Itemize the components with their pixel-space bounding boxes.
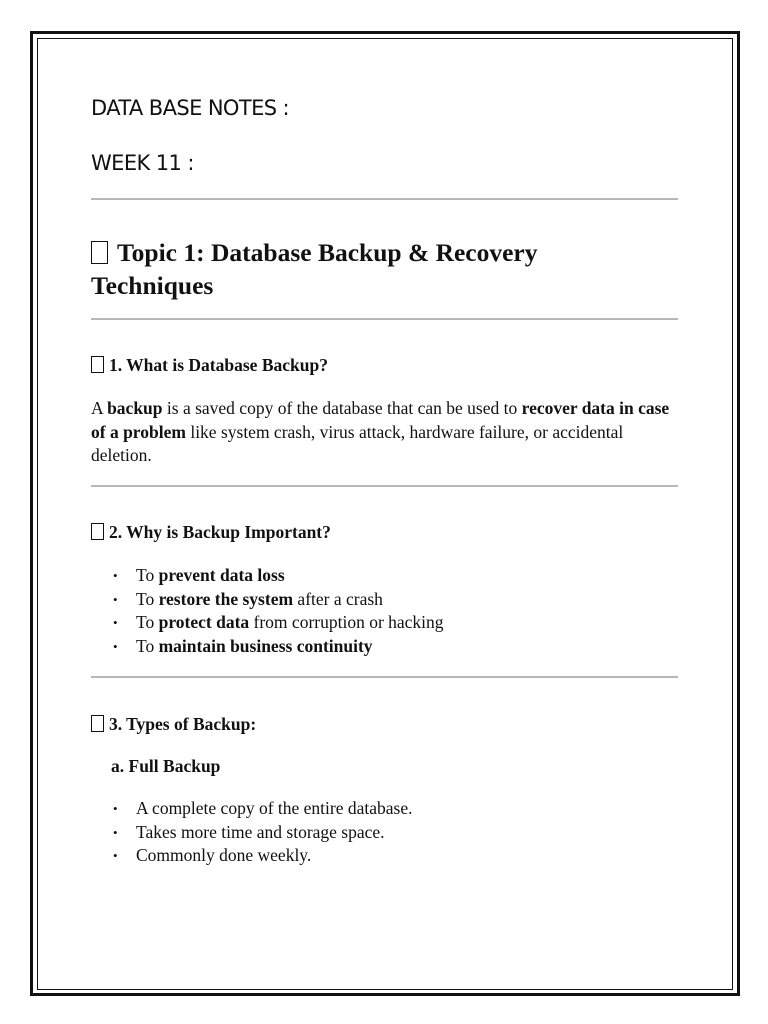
section-heading-what-is-backup [91,355,328,376]
importance-list [91,564,444,659]
week-label: WEEK 11 : [91,151,194,175]
missing-glyph-icon [91,241,108,264]
missing-glyph-icon [91,523,104,540]
bold-term: prevent data loss [158,565,285,585]
backup-definition-paragraph [91,397,678,468]
text-run: is a saved copy of the database that can be used to [162,398,522,418]
list-item [91,611,444,635]
bold-term: backup [107,398,163,418]
topic-heading [91,236,678,302]
divider [91,676,678,678]
text-run: To [136,565,159,585]
bold-term: protect data [158,612,250,633]
section-heading-why-important [91,522,331,543]
topic-title-line2: Techniques [91,271,214,300]
missing-glyph-icon [91,715,104,732]
section-heading-text: 1. What is Database Backup? [109,355,328,375]
text-run: A [91,398,108,418]
list-item [91,588,444,612]
section-heading-text: 3. Types of Backup: [109,714,257,734]
list-item: • Commonly done weekly. [91,844,413,868]
divider [91,318,678,320]
section-heading-text: 2. Why is Backup Important? [109,522,331,542]
text-run: To [136,636,159,657]
bold-term: maintain business continuity [158,636,373,657]
list-item [91,564,444,588]
text-run: from corruption or hacking [249,612,444,633]
doc-title: DATA BASE NOTES : [91,96,290,120]
subheading-full-backup: a. Full Backup [111,756,221,776]
topic-title-line1: Topic 1: Database Backup & Recovery [117,238,538,267]
missing-glyph-icon [91,356,104,373]
bold-term: recover data in case of a problem [91,398,670,442]
divider [91,485,678,487]
text-run: To [136,588,159,609]
list-item: • Takes more time and storage space. [91,821,413,845]
divider [91,198,678,200]
text-run: To [136,612,159,633]
full-backup-list [91,797,413,868]
bold-term: restore the system [158,588,294,609]
text-run: after a crash [293,588,383,609]
list-item [91,635,444,659]
section-heading-types-of-backup [91,714,256,735]
list-item: • A complete copy of the entire database. [91,797,413,821]
text-run: like system crash, virus attack, hardware failure, or accidental deletion. [91,421,624,465]
